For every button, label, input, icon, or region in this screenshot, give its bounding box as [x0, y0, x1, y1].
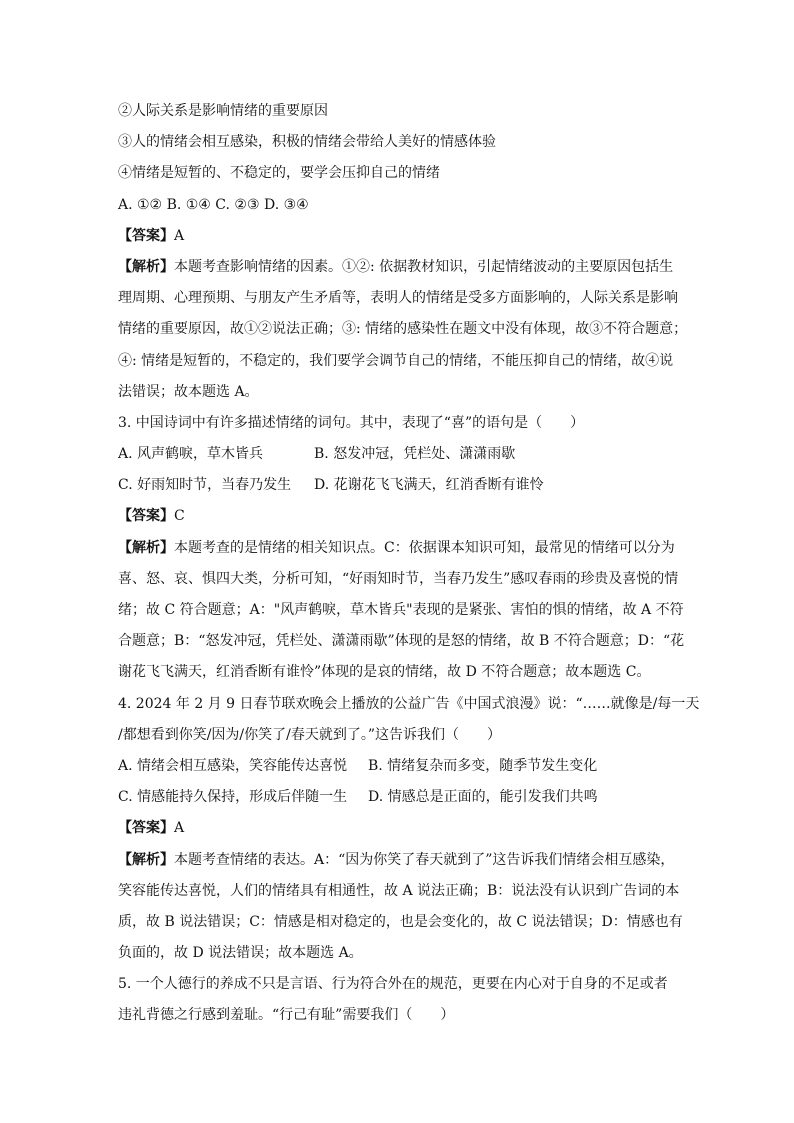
q2-analysis-line-5: 法错误；故本题选 A。	[118, 383, 259, 400]
q3-answer	[118, 501, 678, 532]
q2-item-2: ②人际关系是影响情绪的重要原因	[118, 103, 328, 119]
q4-option-b: B. 情绪复杂而多变，随季节发生变化	[368, 757, 598, 774]
q4-analysis-line-2: 笑容能传达喜悦，人们的情绪具有相通性，故 A 说法正确；B：说法没有认识到广告词的本	[118, 882, 680, 899]
q3-options-row-2	[118, 470, 678, 501]
analysis-text: 本题考查的是情绪的相关知识点。C：依据课本知识可知，最常见的情绪可以分为	[174, 539, 675, 556]
q3-analysis-line-1	[118, 533, 678, 564]
answer-label: 【答案】	[118, 227, 174, 244]
q4-answer	[118, 813, 678, 844]
q3-analysis-line-3: 绪；故 C 符合题意；A："风声鹤唳，草木皆兵"表现的是紧张、害怕的惧的情绪，故 A 不符	[118, 602, 684, 618]
q4-option-d: D. 情感总是正面的，能引发我们共鸣	[368, 789, 598, 806]
answer-label: 【答案】	[118, 820, 174, 837]
answer-value: C	[174, 508, 185, 525]
document-page	[118, 96, 700, 1032]
q5-stem-line-1: 5. 一个人德行的养成不只是言语、行为符合外在的规范，更要在内心对于自身的不足或者	[118, 976, 668, 993]
q2-analysis-line-2: 理周期、心理预期、与朋友产生矛盾等，表明人的情绪是受多方面影响的，人际关系是影响	[118, 290, 678, 307]
q4-option-a: A. 情绪会相互感染，笑容能传达喜悦	[118, 757, 348, 774]
q3-option-c: C. 好雨知时节，当春乃发生	[118, 477, 292, 494]
q3-option-d: D. 花谢花飞飞满天，红消香断有谁怜	[314, 477, 544, 494]
q4-analysis-line-4: 负面的，故 D 说法错误；故本题选 A。	[118, 945, 363, 962]
q3-option-b: B. 怒发冲冠，凭栏处、潇潇雨歇	[314, 446, 516, 463]
q4-stem-line-1: 4. 2024 年 2 月 9 日春节联欢晚会上播放的公益广告《中国式浪漫》说：“……就像是/每一天	[118, 695, 700, 712]
q4-option-c: C. 情感能持久保持，形成后伴随一生	[118, 789, 348, 806]
q4-stem-line-2: /都想看到你笑/因为/你笑了/春天就到了。”这告诉我们（ ）	[118, 726, 502, 743]
q2-analysis-line-4: ④: 情绪是短暂的，不稳定的，我们要学会调节自己的情绪，不能压抑自己的情绪，故④说	[118, 352, 674, 369]
q4-options-row-2	[118, 782, 678, 813]
q5-stem-line-2: 违礼背德之行感到羞耻。“行己有耻”需要我们（ ）	[118, 1007, 455, 1024]
q2-options: A. ①② B. ①④ C. ②③ D. ③④	[118, 196, 309, 213]
answer-label: 【答案】	[118, 508, 174, 525]
q4-analysis-line-1	[118, 845, 678, 876]
answer-value: A	[174, 227, 185, 244]
analysis-text: 本题考查情绪的表达。A：“因为你笑了春天就到了”这告诉我们情绪会相互感染，	[174, 851, 675, 868]
q3-analysis-line-5: 谢花飞飞满天，红消香断有谁怜”体现的是哀的情绪，故 D 不符合题意；故本题选 C。	[118, 664, 651, 681]
analysis-label: 【解析】	[118, 539, 174, 556]
q3-stem: 3. 中国诗词中有许多描述情绪的词句。其中，表现了“喜”的语句是（ ）	[118, 414, 585, 431]
answer-value: A	[174, 820, 185, 837]
q4-analysis-line-3: 质，故 B 说法错误；C：情感是相对稳定的，也是会变化的，故 C 说法错误；D：情感也有	[118, 913, 683, 930]
q2-answer	[118, 221, 678, 252]
analysis-label: 【解析】	[118, 258, 174, 275]
q3-analysis-line-2: 喜、怒、哀、惧四大类，分析可知，“好雨知时节，当春乃发生”感叹春雨的珍贵及喜悦的情	[118, 570, 679, 587]
q4-options-row-1	[118, 751, 678, 782]
q2-analysis-line-3: 情绪的重要原因，故①②说法正确；③: 情绪的感染性在题文中没有体现，故③不符合题意；	[118, 321, 688, 338]
q2-item-3: ③人的情绪会相互感染，积极的情绪会带给人美好的情感体验	[118, 134, 496, 151]
q2-analysis-line-1	[118, 252, 678, 283]
q3-option-a: A. 风声鹤唳，草木皆兵	[118, 446, 264, 463]
analysis-label: 【解析】	[118, 851, 174, 868]
q3-analysis-line-4: 合题意；B：“怒发冲冠，凭栏处、潇潇雨歇”体现的是怒的情绪，故 B 不符合题意；D：“花	[118, 633, 685, 650]
q2-item-4: ④情绪是短暂的、不稳定的，要学会压抑自己的情绪	[118, 165, 440, 182]
analysis-text: 本题考查影响情绪的因素。①②: 依据教材知识，引起情绪波动的主要原因包括生	[174, 258, 674, 275]
q3-options-row-1	[118, 439, 678, 470]
